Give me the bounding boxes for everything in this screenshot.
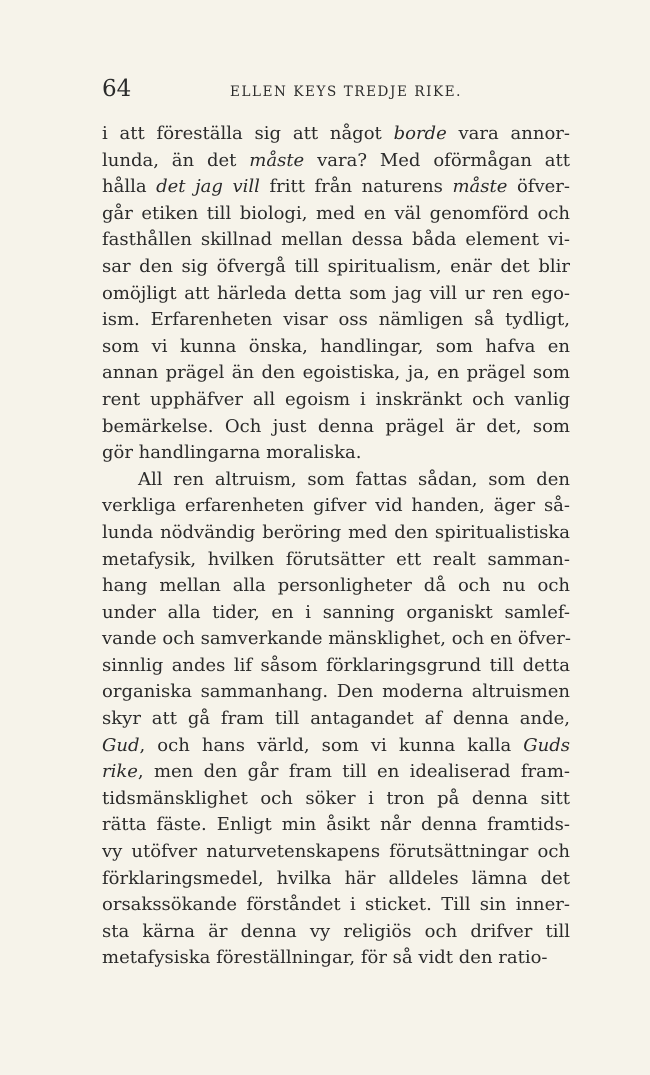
text-segment: All ren altruism, som fattas sådan, som den — [138, 468, 570, 490]
text-line — [102, 254, 570, 281]
text-line — [102, 733, 570, 760]
text-line — [102, 919, 570, 946]
text-segment: fritt från naturens — [259, 176, 453, 198]
text-line — [102, 892, 570, 919]
text-line — [102, 307, 570, 334]
text-line — [102, 547, 570, 574]
text-segment: förklaringsmedel, hvilka här alldeles lämna det — [102, 867, 570, 889]
text-line — [102, 440, 570, 467]
text-segment: hålla — [102, 176, 157, 198]
text-segment: ism. Erfarenheten visar oss nämligen så tydligt, — [102, 309, 570, 331]
body-text — [102, 121, 570, 972]
text-line — [102, 839, 570, 866]
text-segment: hang mellan alla personligheter då och nu och — [102, 575, 570, 597]
text-segment: metafysiska föreställningar, för så vidt den ratio- — [102, 947, 548, 969]
text-line — [102, 281, 570, 308]
text-line — [102, 679, 570, 706]
text-segment: sar den sig öfvergå till spiritualism, enär det blir — [102, 255, 570, 277]
text-line — [102, 334, 570, 361]
text-segment: vy utöfver naturvetenskapens förutsättningar och — [102, 841, 570, 863]
text-line — [102, 387, 570, 414]
text-segment: rent upphäfver all egoism i inskränkt och vanlig — [102, 388, 570, 410]
text-segment: sinnlig andes lif såsom förklaringsgrund till detta — [102, 654, 570, 676]
text-line — [102, 786, 570, 813]
text-line — [102, 812, 570, 839]
text-line — [102, 573, 570, 600]
text-line — [102, 600, 570, 627]
text-segment: annan prägel än den egoistiska, ja, en prägel som — [102, 362, 570, 384]
text-segment: verkliga erfarenheten gifver vid handen, äger så- — [102, 495, 570, 517]
text-segment: lunda, än det — [102, 149, 250, 171]
page-number: 64 — [102, 76, 132, 102]
text-segment: metafysik, hvilken förutsätter ett realt samman- — [102, 548, 570, 570]
text-segment: öfver- — [507, 176, 570, 198]
text-line — [102, 493, 570, 520]
text-line — [102, 706, 570, 733]
text-segment: vara annor- — [446, 123, 570, 144]
text-segment: gör handlingarna moraliska. — [102, 442, 362, 464]
text-segment: går etiken till biologi, med en väl genomförd och — [102, 202, 570, 224]
text-segment: vande och samverkande mänsklighet, och en öfver- — [102, 628, 571, 650]
page-header — [102, 76, 570, 110]
text-line — [102, 227, 570, 254]
text-segment: fasthållen skillnad mellan dessa båda element vi- — [102, 229, 570, 251]
text-segment: omöjligt att härleda detta som jag vill ur ren ego- — [102, 282, 570, 304]
text-line — [102, 148, 570, 175]
text-line — [102, 626, 570, 653]
italic-text: måste — [249, 149, 305, 171]
italic-text: Guds — [523, 734, 570, 756]
text-line — [102, 467, 570, 494]
text-line — [102, 360, 570, 387]
italic-text: rike — [102, 761, 138, 783]
text-segment: under alla tider, en i sanning organiskt samlef- — [102, 601, 570, 623]
italic-text: Gud — [102, 734, 140, 756]
text-line — [102, 121, 570, 148]
text-line — [102, 653, 570, 680]
italic-text: måste — [452, 176, 508, 198]
text-segment: bemärkelse. Och just denna prägel är det, som — [102, 415, 570, 437]
text-segment: organiska sammanhang. Den moderna altruismen — [102, 681, 570, 703]
text-line — [102, 201, 570, 228]
text-line — [102, 866, 570, 893]
text-line — [102, 414, 570, 441]
text-segment: rätta fäste. Enligt min åsikt når denna framtids- — [102, 814, 570, 836]
italic-text: det jag vill — [156, 176, 260, 198]
text-line — [102, 520, 570, 547]
text-segment: som vi kunna önska, handlingar, som hafva en — [102, 335, 570, 357]
text-segment: tidsmänsklighet och söker i tron på denna sitt — [102, 787, 570, 809]
text-segment: skyr att gå fram till antagandet af denna ande, — [102, 708, 570, 730]
text-line — [102, 174, 570, 201]
text-segment: i att föreställa sig att något — [102, 123, 394, 144]
text-segment: lunda nödvändig beröring med den spiritualistiska — [102, 521, 570, 543]
text-segment: , men den går fram till en idealiserad fram- — [137, 761, 570, 783]
text-segment: , och hans värld, som vi kunna kalla — [139, 734, 524, 756]
text-segment: orsakssökande förståndet i sticket. Till sin inner- — [102, 894, 570, 916]
text-line — [102, 759, 570, 786]
text-segment: vara? Med oförmågan att — [304, 149, 570, 171]
text-line — [102, 945, 570, 972]
text-segment: sta kärna är denna vy religiös och drifver till — [102, 920, 570, 942]
italic-text: borde — [393, 123, 447, 144]
running-head: ELLEN KEYS TREDJE RIKE. — [230, 84, 463, 100]
